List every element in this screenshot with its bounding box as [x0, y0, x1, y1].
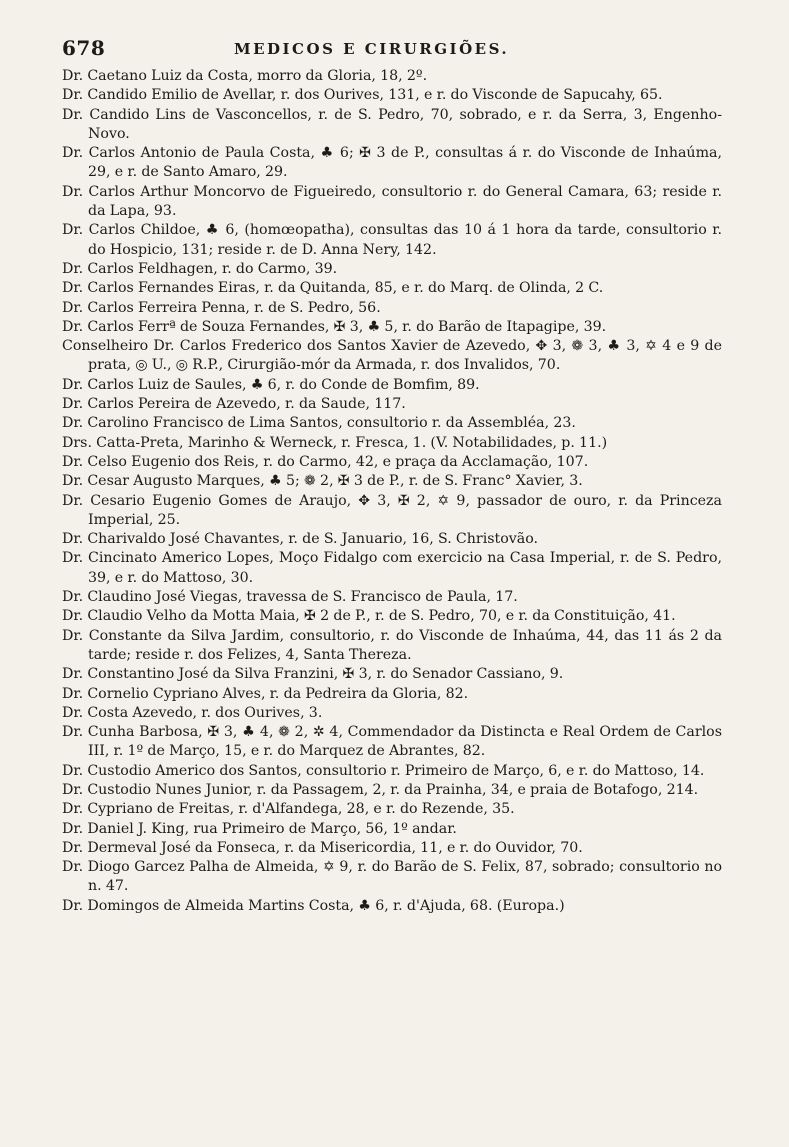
directory-entry: Conselheiro Dr. Carlos Frederico dos Santos Xavier de Azevedo, ✥ 3, ❁ 3, ♣ 3, ✡ 4 e 9 de prata, ◎ U., ◎ R.P., Cirurgião-mór da Armada, r. dos Invalidos, 70. [62, 338, 722, 374]
directory-entry: Dr. Carlos Luiz de Saules, ♣ 6, r. do Conde de Bomfim, 89. [62, 376, 480, 393]
directory-entry: Dr. Constantino José da Silva Franzini, ✠ 3, r. do Senador Cassiano, 9. [62, 666, 564, 683]
directory-entry: Dr. Caetano Luiz da Costa, morro da Gloria, 18, 2º. [62, 68, 428, 84]
directory-entry: Dr. Celso Eugenio dos Reis, r. do Carmo, 42, e praça da Acclamação, 107. [62, 453, 589, 470]
directory-entry: Dr. Cesario Eugenio Gomes de Araujo, ✥ 3, ✠ 2, ✡ 9, passador de ouro, r. da Princeza Imperial, 25. [62, 492, 722, 528]
directory-entry: Dr. Carlos Antonio de Paula Costa, ♣ 6; ✠ 3 de P., consultas á r. do Visconde de Inhaúma, 29, e r. de Santo Amaro, 29. [62, 145, 722, 181]
directory-entry: Dr. Dermeval José da Fonseca, r. da Misericordia, 11, e r. do Ouvidor, 70. [62, 839, 583, 856]
directory-entry: Dr. Costa Azevedo, r. dos Ourives, 3. [62, 704, 323, 721]
directory-entry: Dr. Cornelio Cypriano Alves, r. da Pedreira da Gloria, 82. [62, 685, 469, 702]
directory-entry: Drs. Catta-Preta, Marinho & Werneck, r. Fresca, 1. (V. Notabilidades, p. 11.) [62, 434, 608, 451]
directory-entry: Dr. Charivaldo José Chavantes, r. de S. Januario, 16, S. Christovão. [62, 531, 539, 548]
directory-entry: Dr. Cesar Augusto Marques, ♣ 5; ❁ 2, ✠ 3 de P., r. de S. Franc° Xavier, 3. [62, 473, 583, 490]
directory-entry: Dr. Carlos Fernandes Eiras, r. da Quitanda, 85, e r. do Marq. de Olinda, 2 C. [62, 280, 604, 297]
directory-entry: Dr. Daniel J. King, rua Primeiro de Março, 56, 1º andar. [62, 820, 457, 837]
directory-entry: Dr. Cincinato Americo Lopes, Moço Fidalgo com exercicio na Casa Imperial, r. de S. Pedro, 39, e r. do Mattoso, 30. [62, 550, 722, 586]
directory-entry: Dr. Claudio Velho da Motta Maia, ✠ 2 de P., r. de S. Pedro, 70, e r. da Constituição, 41. [62, 608, 676, 625]
directory-entry: Dr. Carlos Childoe, ♣ 6, (homœopatha), consultas das 10 á 1 hora da tarde, consultorio r. do Hospicio, 131; reside r. de D. Anna Nery, 142. [62, 222, 722, 258]
directory-entry: Dr. Cunha Barbosa, ✠ 3, ♣ 4, ❁ 2, ✲ 4, Commendador da Distincta e Real Ordem de Carlos III, r. 1º de Março, 15, e r. do Marquez de Abrantes, 82. [62, 724, 722, 760]
directory-entry: Dr. Cypriano de Freitas, r. d'Alfandega, 28, e r. do Rezende, 35. [62, 801, 515, 818]
directory-entry: Dr. Diogo Garcez Palha de Almeida, ✡ 9, r. do Barão de S. Felix, 87, sobrado; consultorio no n. 47. [62, 859, 722, 895]
directory-entry: Dr. Claudino José Viegas, travessa de S. Francisco de Paula, 17. [62, 589, 518, 606]
directory-entry: Dr. Carlos Pereira de Azevedo, r. da Saude, 117. [62, 396, 406, 413]
directory-entry: Dr. Carlos Ferrª de Souza Fernandes, ✠ 3, ♣ 5, r. do Barão de Itapagipe, 39. [62, 318, 607, 335]
directory-entries [62, 67, 722, 916]
running-head: MEDICOS E CIRURGIÕES. [234, 40, 510, 58]
directory-entry: Dr. Domingos de Almeida Martins Costa, ♣ 6, r. d'Ajuda, 68. (Europa.) [62, 897, 565, 914]
page-number: 678 [62, 36, 106, 60]
directory-entry: Dr. Constante da Silva Jardim, consultorio, r. do Visconde de Inhaúma, 44, das 11 ás 2 da tarde; reside r. dos Felizes, 4, Santa Thereza. [62, 627, 722, 663]
directory-entry: Dr. Candido Lins de Vasconcellos, r. de S. Pedro, 70, sobrado, e r. da Serra, 3, Engenho-Novo. [62, 106, 722, 142]
directory-entry: Dr. Carolino Francisco de Lima Santos, consultorio r. da Assembléa, 23. [62, 415, 576, 432]
directory-entry: Dr. Candido Emilio de Avellar, r. dos Ourives, 131, e r. do Visconde de Sapucahy, 65. [62, 87, 663, 104]
directory-entry: Dr. Carlos Arthur Moncorvo de Figueiredo, consultorio r. do General Camara, 63; reside r. da Lapa, 93. [62, 183, 722, 220]
directory-entry: Dr. Carlos Feldhagen, r. do Carmo, 39. [62, 260, 338, 277]
page-header [62, 36, 742, 60]
directory-entry: Dr. Carlos Ferreira Penna, r. de S. Pedro, 56. [62, 299, 381, 316]
directory-entry: Dr. Custodio Nunes Junior, r. da Passagem, 2, r. da Prainha, 34, e praia de Botafogo, 214. [62, 781, 699, 798]
directory-entry: Dr. Custodio Americo dos Santos, consultorio r. Primeiro de Março, 6, e r. do Mattoso, 14. [62, 762, 705, 779]
